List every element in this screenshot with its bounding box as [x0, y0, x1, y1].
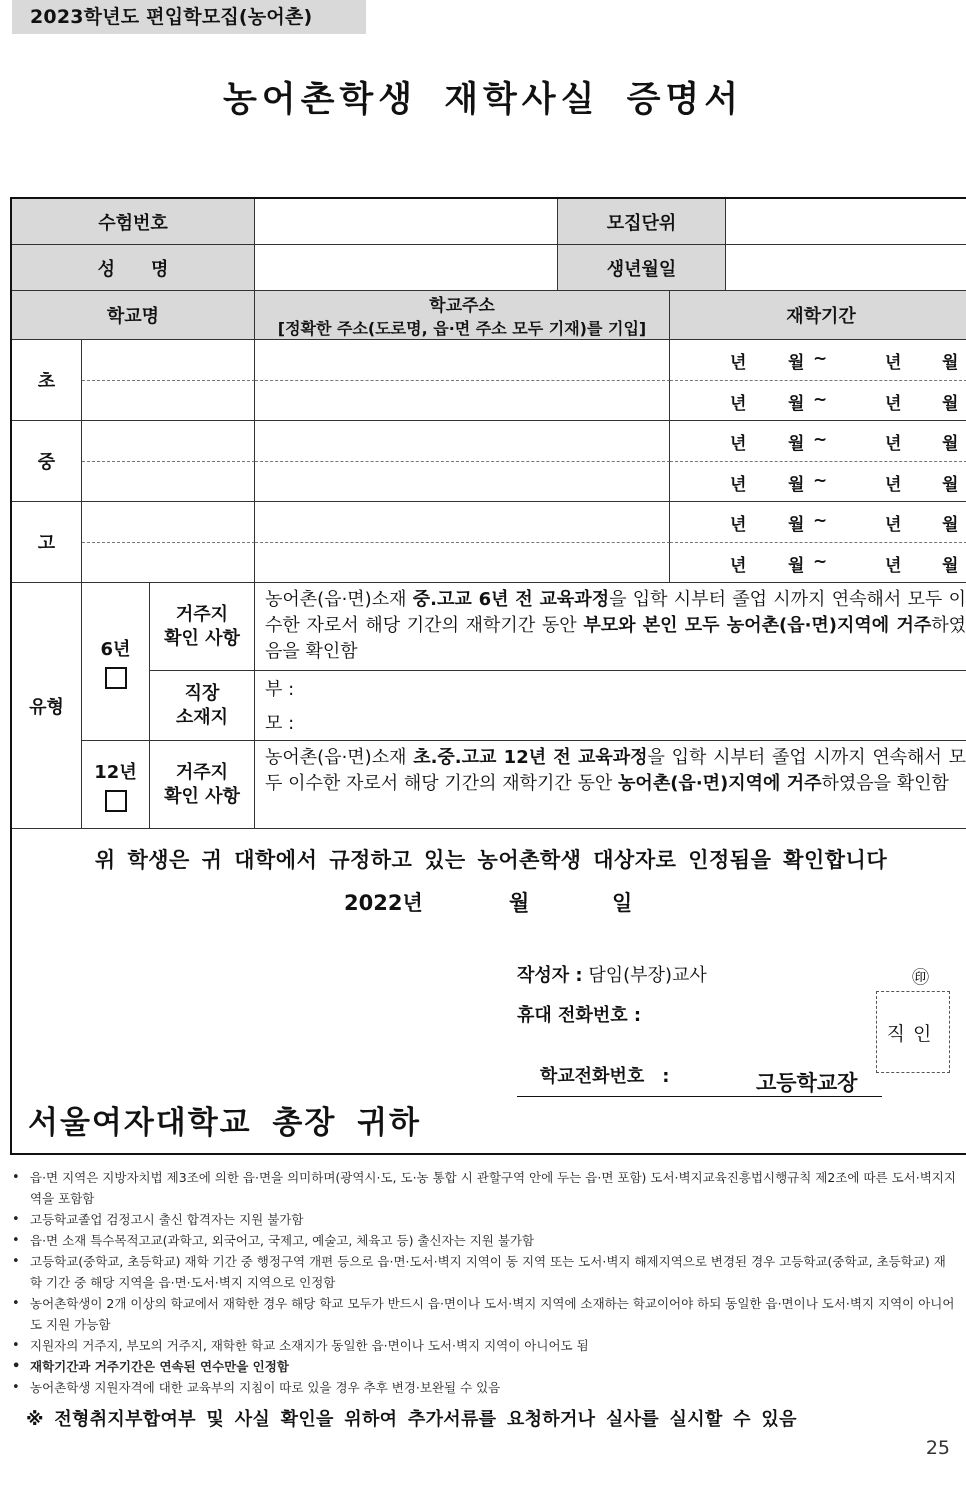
six-work-label-1: 직장: [184, 682, 220, 704]
period-year-text: 년: [885, 555, 902, 576]
period-field[interactable]: [670, 340, 966, 381]
period-header: 재학기간: [670, 291, 966, 340]
section-tag: 2023학년도 편입학모집(농어촌): [12, 0, 366, 34]
period-month-text: 월: [788, 434, 805, 454]
period-year-text: 년: [885, 353, 902, 373]
final-note: ※ 전형취지부합여부 및 사실 확인을 위하여 추가서류를 요청하거나 실사를 실시할 수 있음: [26, 1409, 797, 1430]
twelve-text-bold-2: 농어촌(읍·면)지역에 거주: [618, 773, 822, 794]
author-label: 작성자 :: [517, 965, 583, 986]
period-year-text: 년: [730, 515, 747, 535]
period-year-text: 년: [730, 393, 747, 414]
mobile-line[interactable]: [517, 1001, 641, 1027]
period-month-text: 월: [942, 474, 959, 495]
six-text-part-3: 하였음을 확인함: [265, 615, 966, 662]
school-address-field[interactable]: [255, 502, 670, 543]
twelve-text-part-2: 을 입학 시부터 졸업 시까지 연속해서 모두 이수한 자로서 해당 기간의 재학기간 동안: [265, 747, 966, 794]
recruit-unit-field[interactable]: [726, 199, 966, 245]
period-tilde-text: ~: [813, 470, 828, 491]
school-address-field[interactable]: [255, 381, 670, 422]
period-tilde-text: ~: [813, 511, 828, 531]
note-item: • 읍·면 소재 특수목적고교(과학고, 외국어고, 국제고, 예술고, 체육고 등) 출신자는 지원 불가함: [10, 1230, 956, 1251]
note-item: • 재학기간과 거주기간은 연속된 연수만을 인정함: [10, 1356, 956, 1377]
school-address-field[interactable]: [255, 340, 670, 381]
note-item: • 지원자의 거주지, 부모의 거주지, 재학한 학교 소재지가 동일한 읍·면이나 도서·벽지 지역이 아니어도 됨: [10, 1335, 956, 1356]
date-month[interactable]: 월: [509, 891, 530, 915]
note-item: • 농어촌학생 지원자격에 대한 교육부의 지침이 따로 있을 경우 추후 변경·보완될 수 있음: [10, 1377, 956, 1398]
six-text-bold-1: 중.고교 6년 전 교육과정: [412, 589, 610, 610]
school-phone-label: 학교전화번호 :: [539, 1066, 670, 1087]
principal-title: 고등학교장: [756, 1071, 858, 1095]
school-address-title: 학교주소: [429, 296, 495, 316]
period-year-text: 년: [730, 353, 747, 373]
confirmation-statement: 위 학생은 귀 대학에서 규정하고 있는 농어촌학생 대상자로 인정됨을 확인합니다: [94, 848, 888, 872]
period-year-text: 년: [885, 434, 902, 454]
type-6yr-label: 6년: [100, 638, 131, 660]
date-year: 2022년: [344, 891, 423, 915]
note-item: • 농어촌학생이 2개 이상의 학교에서 재학한 경우 해당 학교 모두가 반드시 읍·면이나 도서·벽지 지역에 소재하는 학교이어야 하되 동일한 읍·면이나 도서·벽지 지역이 아니어도 지원 가능함: [10, 1293, 956, 1335]
period-month-text: 월: [788, 555, 805, 576]
six-residence-label-2: 확인 사항: [164, 627, 240, 649]
principal-underline: [517, 1096, 882, 1097]
period-month-text: 월: [788, 515, 805, 535]
exam-number-field[interactable]: [255, 199, 558, 245]
level-label-1: 중: [12, 421, 82, 502]
period-year-text: 년: [730, 434, 747, 454]
period-month-text: 월: [788, 353, 805, 373]
type-6yr-cell: [82, 583, 150, 741]
period-field[interactable]: [670, 421, 966, 462]
twelve-text-part-3: 하였음을 확인함: [821, 773, 949, 794]
twelve-text-part-1: 농어촌(읍·면)소재: [265, 747, 414, 768]
period-month-text: 월: [942, 434, 959, 454]
author-line: [517, 961, 707, 987]
seal-icon: ㊞: [912, 968, 929, 988]
period-tilde-text: ~: [813, 389, 828, 410]
addressee: 서울여자대학교 총장 귀하: [28, 1105, 421, 1141]
twelve-residence-label-1: 거주지: [175, 761, 229, 783]
six-text-part-2: 을 입학 시부터 졸업 시까지 연속해서 모두 이수한 자로서 해당 기간의 재학기간 동안: [265, 589, 966, 636]
six-work-label: [150, 671, 255, 741]
certificate-form: [10, 197, 966, 1155]
official-stamp-box: 직인: [876, 991, 950, 1073]
school-address-field[interactable]: [255, 543, 670, 584]
name-label: 성 명: [12, 245, 255, 291]
school-address-field[interactable]: [255, 421, 670, 462]
author-value: 담임(부장)교사: [588, 965, 707, 986]
period-month-text: 월: [942, 353, 959, 373]
father-work-field[interactable]: 부 :: [265, 679, 295, 700]
six-text-bold-2: 부모와 본인 모두 농어촌(읍·면)지역에 거주: [583, 615, 932, 636]
note-item: • 읍·면 지역은 지방자치법 제3조에 의한 읍·면을 의미하며(광역시·도, 도·농 통합 시 관할구역 안에 두는 읍·면 포함) 도서·벽지교육진흥법시행규칙 제2조에 따른 도서·벽지지역을 포함함: [10, 1167, 956, 1209]
twelve-text-bold-1: 초.중.고교 12년 전 교육과정: [413, 747, 648, 768]
period-field[interactable]: [670, 502, 966, 543]
type-12yr-checkbox[interactable]: [105, 790, 127, 812]
school-name-field[interactable]: [82, 502, 255, 543]
school-name-field[interactable]: [82, 543, 255, 584]
six-work-label-2: 소재지: [175, 706, 229, 728]
period-month-text: 월: [942, 515, 959, 535]
twelve-residence-label-2: 확인 사항: [164, 785, 240, 807]
school-name-field[interactable]: [82, 381, 255, 422]
period-field[interactable]: [670, 543, 966, 584]
note-item: • 고등학교졸업 검정고시 출신 합격자는 지원 불가함: [10, 1209, 956, 1230]
school-address-header: [255, 291, 670, 340]
period-tilde-text: ~: [813, 430, 828, 450]
six-residence-label: [150, 583, 255, 671]
notes-section: [10, 1167, 956, 1398]
type-label: 유형: [12, 583, 82, 829]
period-month-text: 월: [942, 393, 959, 414]
school-address-field[interactable]: [255, 462, 670, 503]
date-day[interactable]: 일: [612, 891, 633, 915]
period-month-text: 월: [788, 393, 805, 414]
school-name-field[interactable]: [82, 340, 255, 381]
type-6yr-checkbox[interactable]: [105, 667, 127, 689]
mobile-label: 휴대 전화번호 :: [517, 1005, 642, 1026]
school-address-hint: [정확한 주소(도로명, 읍·면 주소 모두 기재)를 기입]: [277, 319, 647, 338]
school-name-field[interactable]: [82, 421, 255, 462]
birth-field[interactable]: [726, 245, 966, 291]
six-work-fields: [255, 671, 966, 741]
twelve-residence-label: [150, 741, 255, 829]
name-field[interactable]: [255, 245, 558, 291]
recruit-unit-label: 모집단위: [558, 199, 726, 245]
exam-number-label: 수험번호: [12, 199, 255, 245]
six-text-part-1: 농어촌(읍·면)소재: [265, 589, 413, 610]
period-field[interactable]: [670, 381, 966, 422]
mother-work-field[interactable]: 모 :: [265, 713, 295, 734]
period-year-text: 년: [730, 555, 747, 576]
period-year-text: 년: [885, 474, 902, 495]
type-12yr-label: 12년: [94, 761, 137, 783]
period-year-text: 년: [885, 515, 902, 535]
school-name-field[interactable]: [82, 462, 255, 503]
period-tilde-text: ~: [813, 349, 828, 369]
school-name-header: 학교명: [12, 291, 255, 340]
level-label-2: 고: [12, 502, 82, 583]
birth-label: 생년월일: [558, 245, 726, 291]
six-residence-label-1: 거주지: [175, 603, 229, 625]
period-month-text: 월: [942, 555, 959, 576]
page-title: 농어촌학생 재학사실 증명서: [222, 80, 744, 120]
period-month-text: 월: [788, 474, 805, 495]
note-item: • 고등학교(중학교, 초등학교) 재학 기간 중 행정구역 개편 등으로 읍·면·도서·벽지 지역이 동 지역 또는 도서·벽지 해제지역으로 변경된 경우 고등학교(중학교, 초등학교) 재학 기간 중 해당 지역을 읍·면·도서·벽지 지역으로 인정함: [10, 1251, 956, 1293]
period-field[interactable]: [670, 462, 966, 503]
school-phone-line[interactable]: [517, 1041, 669, 1109]
twelve-residence-text: [255, 741, 966, 829]
period-tilde-text: ~: [813, 551, 828, 572]
period-year-text: 년: [885, 393, 902, 414]
type-12yr-cell: [82, 741, 150, 829]
six-residence-text: [255, 583, 966, 671]
page-number: 25: [925, 1437, 950, 1459]
level-label-0: 초: [12, 340, 82, 421]
period-year-text: 년: [730, 474, 747, 495]
